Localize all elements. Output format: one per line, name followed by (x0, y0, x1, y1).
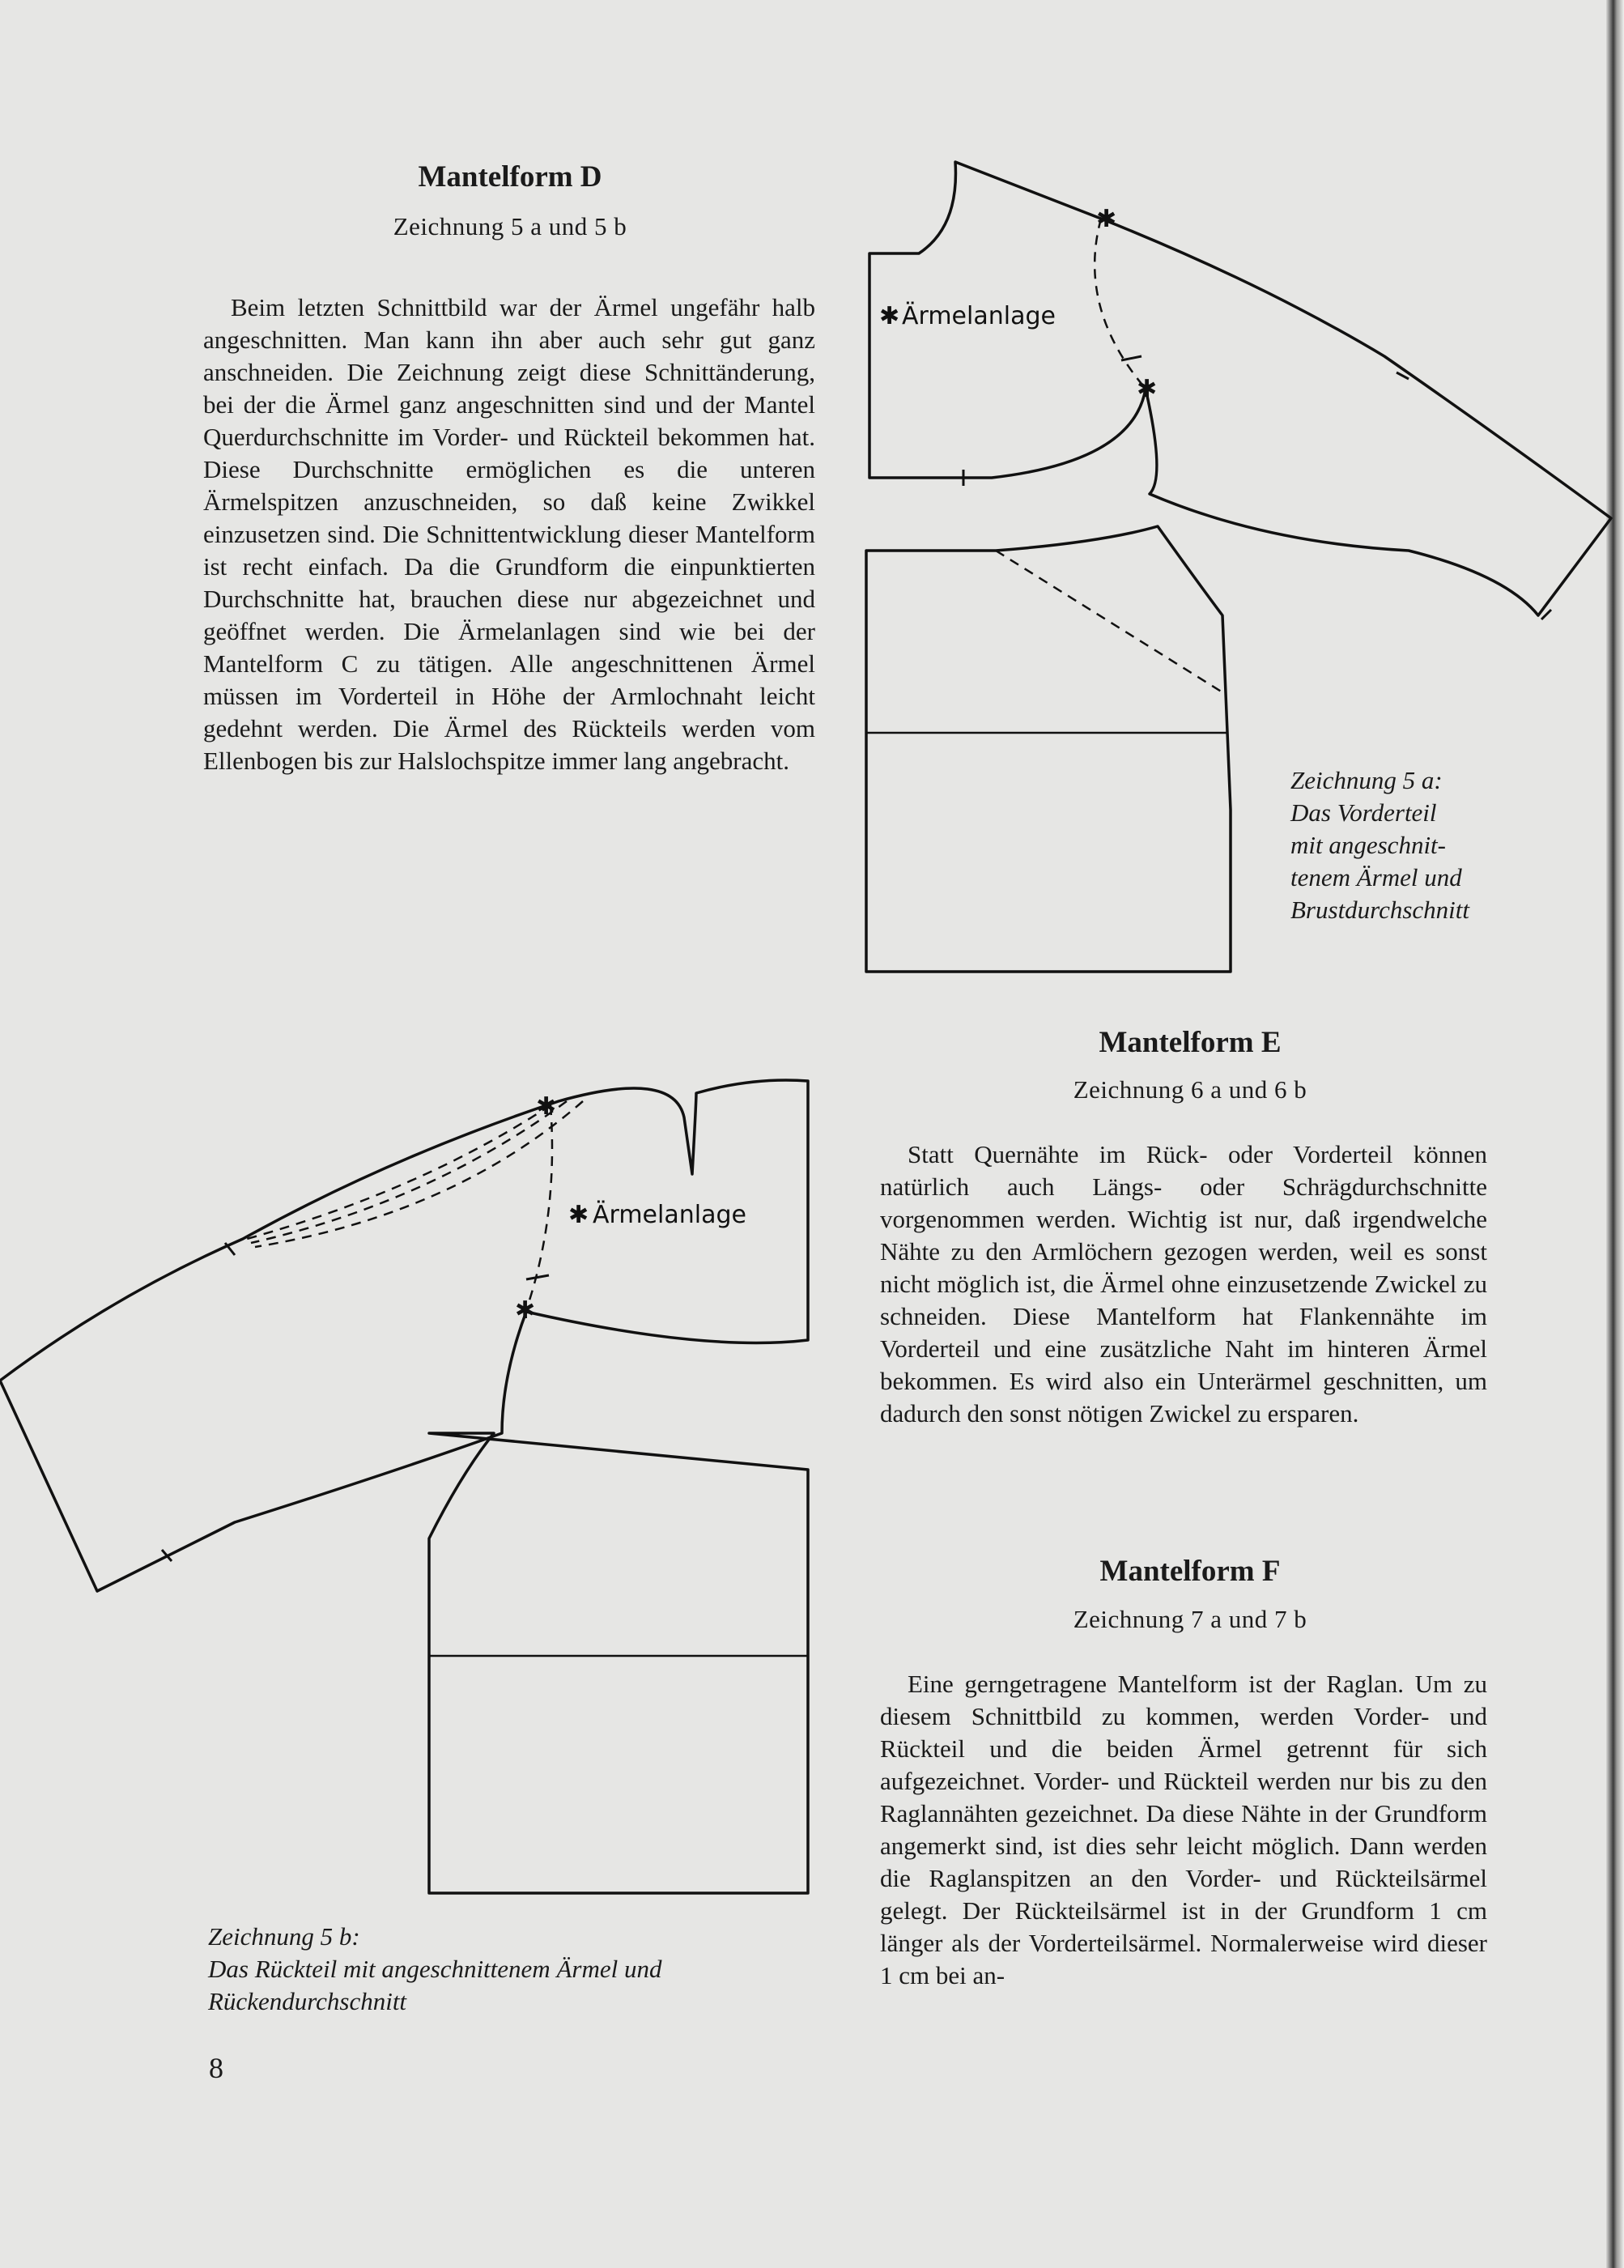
figure-5a-caption (1290, 764, 1558, 926)
figure-5a-lower-outline (866, 526, 1231, 972)
figure-5b-upper-outline (0, 1080, 808, 1591)
figure-5b-back-piece (0, 1053, 818, 1911)
figure-5b-caption-line: Rückendurchschnitt (208, 1987, 407, 2015)
page-number: 8 (209, 2052, 223, 2084)
section-d-body (203, 291, 815, 777)
section-d-subtitle: Zeichnung 5 a und 5 b (393, 212, 627, 240)
section-e-body (880, 1138, 1487, 1430)
figure-5a-label: ✱ (879, 302, 900, 330)
figure-5a-caption-line: Brustdurchschnitt (1290, 896, 1470, 924)
figure-5b-dart-2 (251, 1101, 567, 1243)
figure-5b-notch-3 (526, 1275, 549, 1279)
figure-5a-notch-4 (1121, 356, 1141, 360)
figure-5b-star-marker-2: ✱ (515, 1296, 536, 1325)
section-d-title: Mantelform D (418, 160, 602, 194)
figure-5a-caption-line: tenem Ärmel und (1290, 863, 1462, 891)
figure-5a-armhole-guide (1095, 219, 1146, 389)
section-e-subtitle: Zeichnung 6 a und 6 b (1073, 1075, 1307, 1104)
figure-5a-star-marker-2: ✱ (1137, 375, 1158, 403)
figure-5a-star-marker-1: ✱ (1096, 205, 1117, 233)
figure-5a-caption-line: Das Vorderteil (1290, 798, 1437, 827)
figure-5b-caption-line: Das Rückteil mit angeschnittenem Ärmel und (208, 1955, 662, 1983)
section-e-title: Mantelform E (1099, 1026, 1282, 1059)
figure-5b-caption-line: Zeichnung 5 b: (208, 1922, 360, 1951)
figure-5b-dart-1 (247, 1105, 551, 1239)
figure-5b-lower-outline (429, 1433, 808, 1893)
section-f-paragraph: Eine gerngetragene Mantelform ist der Raglan. Um zu diesem Schnittbild zu kommen, werden Vorder- und Rückteil und die beiden Ärmel getrennt für sich aufgezeichnet. Vorder- und Rückteil werden nur bis zu den Raglannähten gezeichnet. Da diese Nähte in der Grundform angemerkt sind, ist dies sehr leicht möglich. Dann werden die Raglanspitzen an den Vorder- und Rückteilsärmel gelegt. Der Rückteilsärmel ist in der Grundform 1 cm länger als der Vorderteilsärmel. Normalerweise wird dieser 1 cm bei an- (880, 1670, 1487, 1989)
section-e-paragraph: Statt Quernähte im Rück- oder Vorderteil können natürlich auch Längs- oder Schrägdurchschnitte vorgenommen werden. Wichtig ist nur, daß irgendwelche Nähte zu den Armlöchern gezogen werden, weil es sonst nicht möglich ist, die Ärmel ohne einzusetzende Zwickel zu schneiden. Diese Mantelform hat Flankennähte im Vorderteil und eine zusätzliche Naht im hinteren Ärmel bekommen. Es wird also ein Unterärmel geschnitten, um dadurch den sonst nötigen Zwickel zu ersparen. (880, 1140, 1487, 1428)
figure-5a-caption-line: Zeichnung 5 a: (1290, 766, 1443, 794)
figure-5a-dart-line (996, 551, 1222, 692)
figure-5a-label-text: Ärmelanlage (902, 302, 1056, 330)
figure-5b-label: ✱ (568, 1201, 589, 1229)
section-f-body (880, 1668, 1487, 1992)
figure-5a-upper-outline (869, 162, 1611, 615)
section-f-subtitle: Zeichnung 7 a und 7 b (1073, 1605, 1307, 1633)
figure-5a-caption-line: mit angeschnit- (1290, 831, 1446, 859)
section-d-paragraph: Beim letzten Schnittbild war der Ärmel ungefähr halb angeschnitten. Man kann ihn aber auch sehr gut ganz anschneiden. Die Zeichnung zeigt diese Schnittänderung, bei der die Ärmel ganz angeschnitten sind und der Mantel Querdurchschnitte im Vorder- und Rückteil bekommen hat. Diese Durchschnitte ermöglichen es die unteren Ärmelspitzen anzuschneiden, so daß keine Zwikkel einzusetzen sind. Die Schnittentwicklung dieser Mantelform ist recht einfach. Da die Grundform die einpunktierten Durchschnitte hat, brauchen diese nur abgezeichnet und geöffnet werden. Die Ärmelanlagen sind wie bei der Mantelform C zu tätigen. Alle angeschnittenen Ärmel müssen im Vorderteil in Höhe der Armlochnaht leicht gedehnt werden. Die Ärmel des Rückteils werden vom Ellenbogen bis zur Halslochspitze immer lang angebracht. (203, 293, 815, 775)
section-f-title: Mantelform F (1099, 1555, 1281, 1588)
figure-5b-caption (208, 1921, 791, 2018)
figure-5b-label-text: Ärmelanlage (593, 1201, 746, 1229)
figure-5b-star-marker-1: ✱ (536, 1092, 557, 1121)
